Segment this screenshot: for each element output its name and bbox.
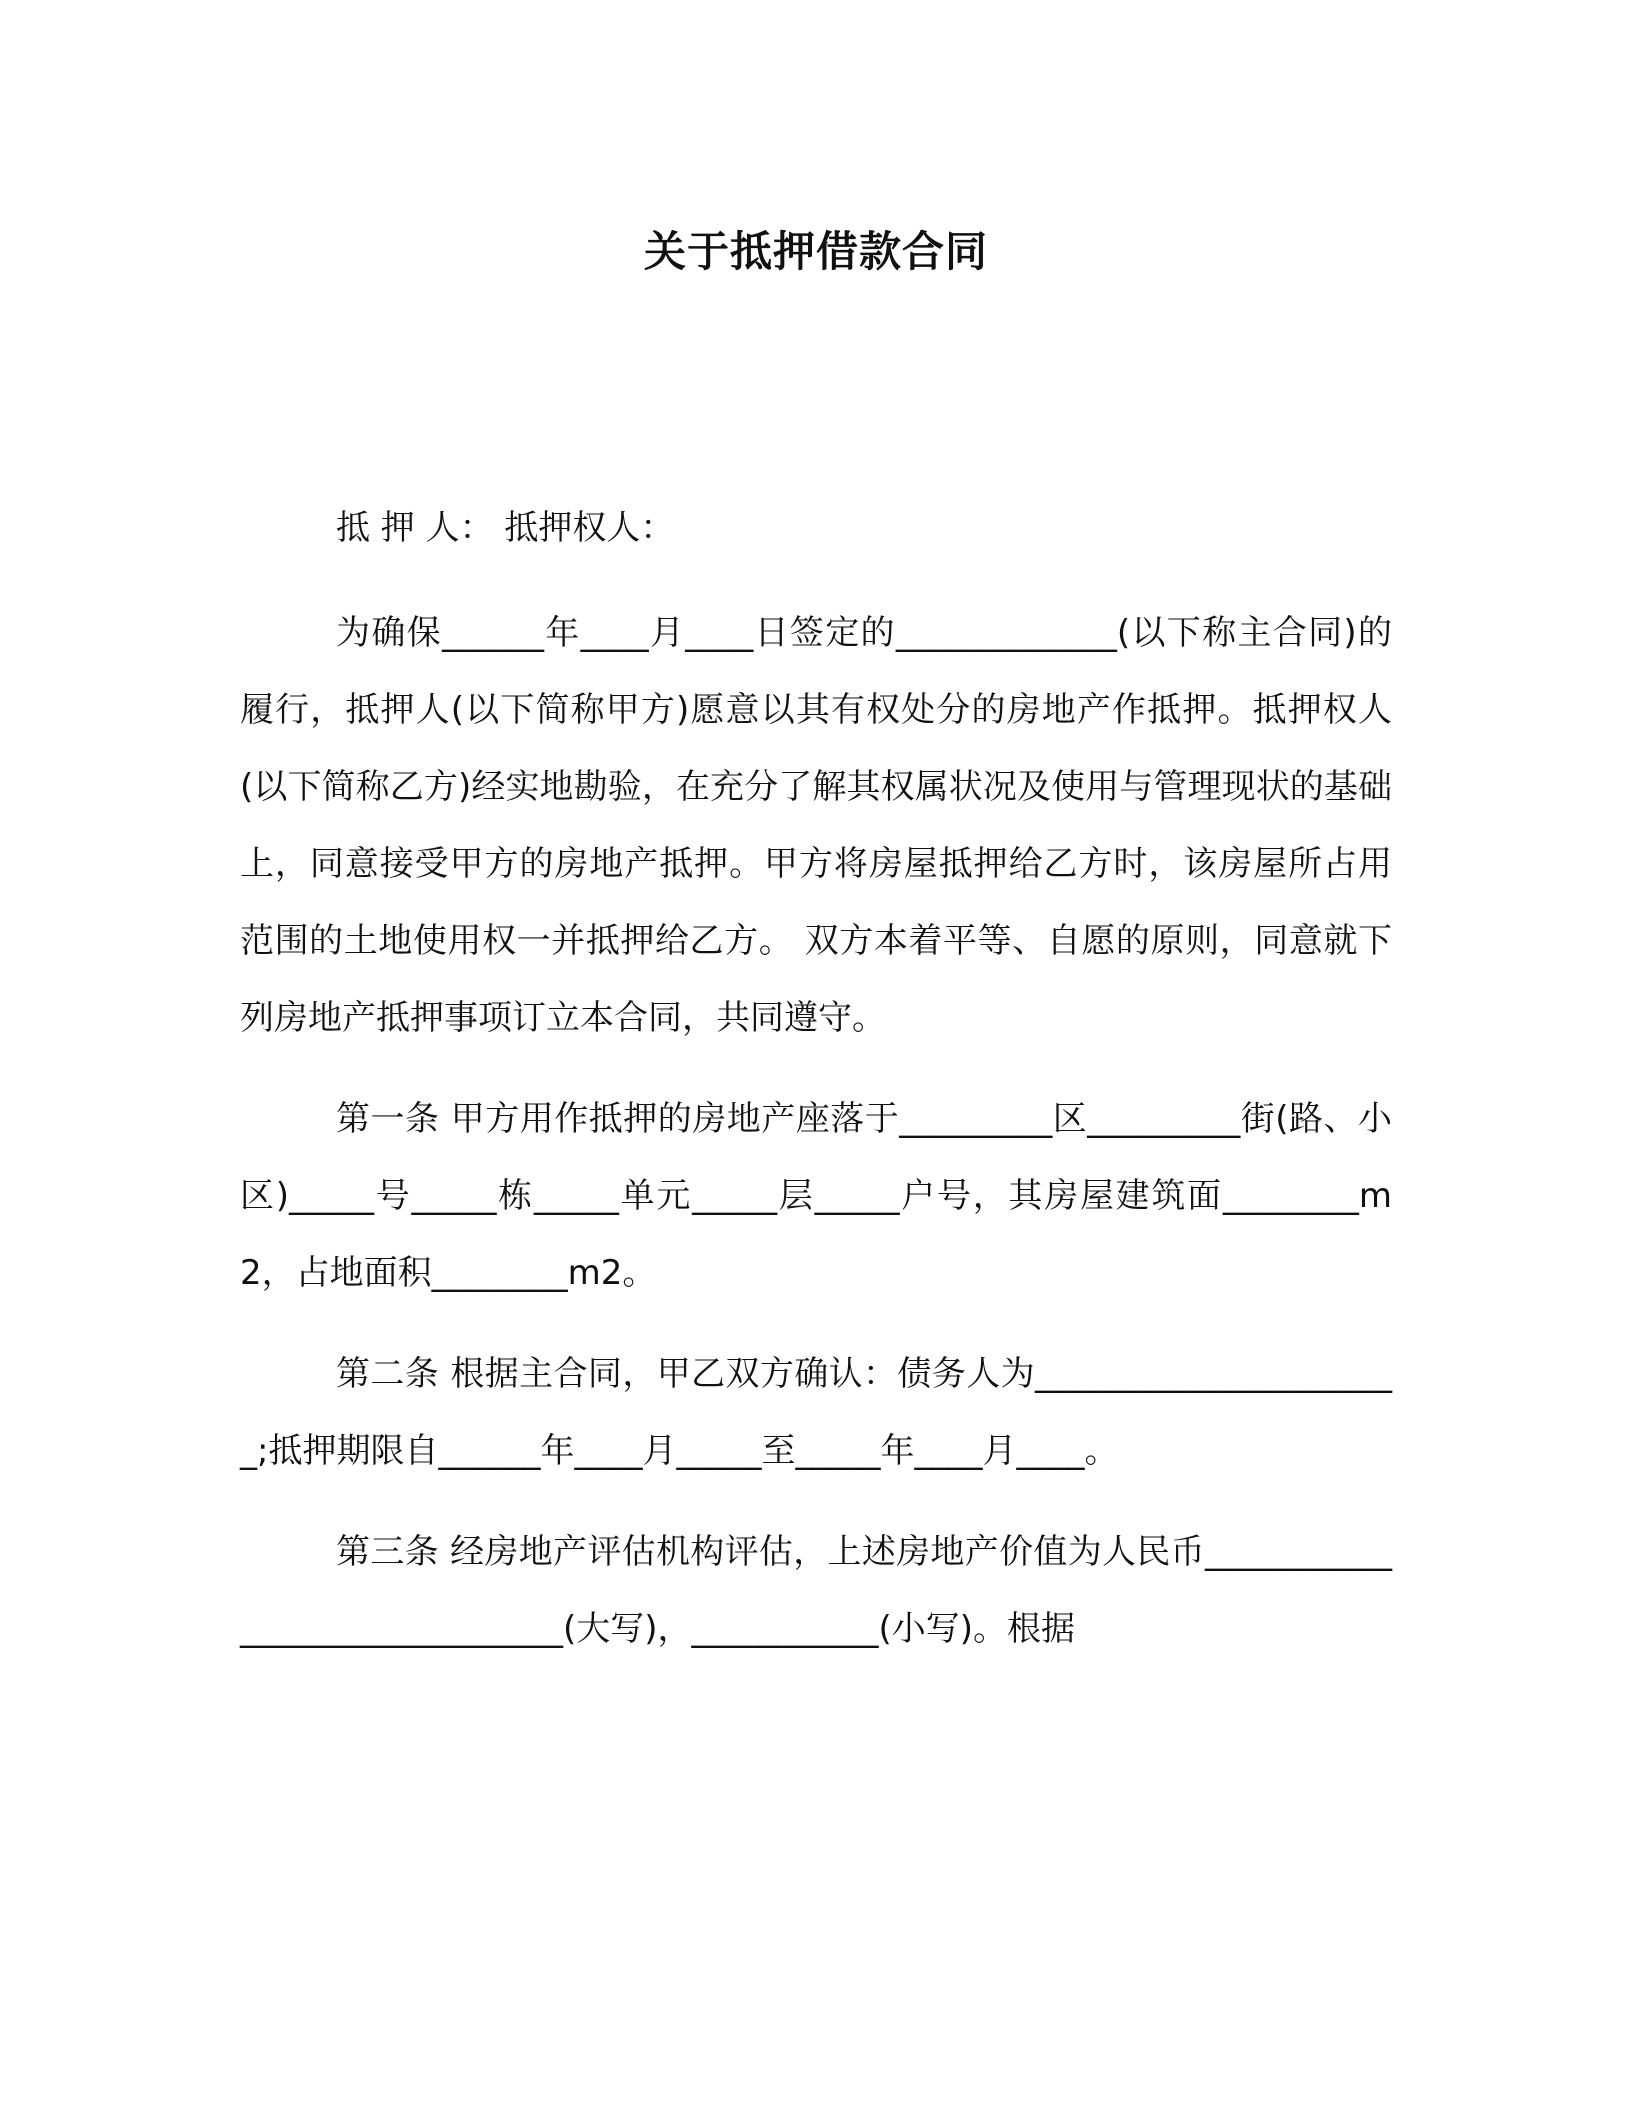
document-body (240, 490, 1392, 1692)
article-3-paragraph: 第三条 经房地产评估机构评估，上述房地产价值为人民币______________________________(大写)，___________(小写)。根据 (240, 1532, 1392, 1649)
article-2-paragraph: 第二条 根据主合同，甲乙双方确认：债务人为______________________;抵押期限自______年____月_____至_____年____月____。 (240, 1354, 1392, 1471)
document-title: 关于抵押借款合同 (643, 227, 988, 276)
article-1-paragraph: 第一条 甲方用作抵押的房地产座落于_________区_________街(路、小区)_____号_____栋_____单元_____层_____户号，其房屋建筑面________m2，占地面积________m2。 (240, 1099, 1392, 1293)
parties-line: 抵 押 人： 抵押权人： (336, 508, 675, 548)
preamble-paragraph: 为确保______年____月____日签定的_____________(以下称主合同)的履行，抵押人(以下简称甲方)愿意以其有权处分的房地产作抵押。抵押权人(以下简称乙方)经实地勘验，在充分了解其权属状况及使用与管理现状的基础上，同意接受甲方的房地产抵押。甲方将房屋抵押给乙方时，该房屋所占用范围的土地使用权一并抵押给乙方。 双方本着平等、自愿的原则，同意就下列房地产抵押事项订立本合同，共同遵守。 (240, 613, 1392, 1038)
